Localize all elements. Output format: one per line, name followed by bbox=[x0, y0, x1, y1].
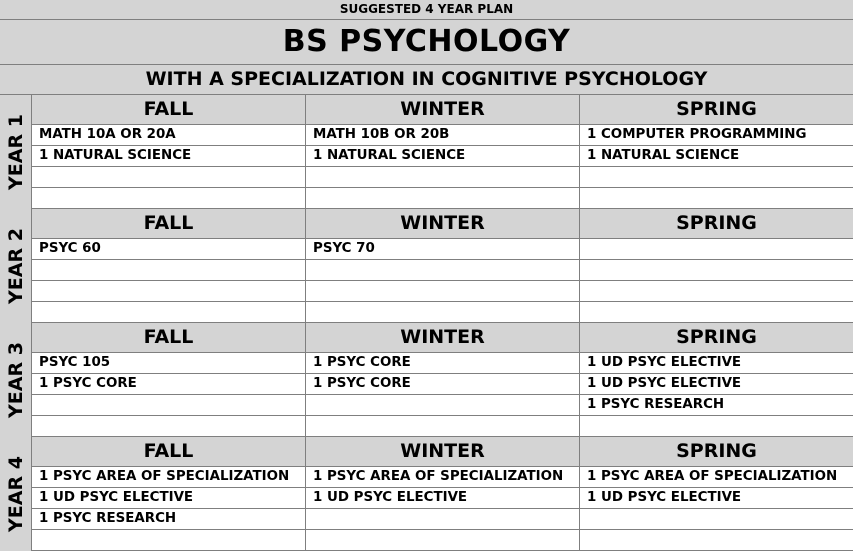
year-block bbox=[0, 209, 853, 323]
course-cell bbox=[306, 302, 579, 323]
degree-title: BS PSYCHOLOGY bbox=[0, 20, 853, 65]
specialization-title: WITH A SPECIALIZATION IN COGNITIVE PSYCHOLOGY bbox=[0, 65, 853, 95]
course-cell: 1 PSYC AREA OF SPECIALIZATION bbox=[306, 467, 579, 488]
course-cell bbox=[306, 260, 579, 281]
term-column bbox=[32, 323, 306, 437]
course-cell: 1 PSYC AREA OF SPECIALIZATION bbox=[580, 467, 853, 488]
term-header: WINTER bbox=[306, 95, 579, 125]
term-header: WINTER bbox=[306, 209, 579, 239]
course-cell bbox=[580, 167, 853, 188]
course-cell bbox=[580, 530, 853, 551]
course-cell: 1 PSYC RESEARCH bbox=[32, 509, 305, 530]
course-cell: 1 COMPUTER PROGRAMMING bbox=[580, 125, 853, 146]
term-column bbox=[580, 95, 853, 209]
year-label: YEAR 3 bbox=[5, 342, 27, 418]
course-cell bbox=[580, 281, 853, 302]
course-cell: 1 PSYC RESEARCH bbox=[580, 395, 853, 416]
term-header: FALL bbox=[32, 437, 305, 467]
course-cell bbox=[306, 188, 579, 209]
term-header: SPRING bbox=[580, 95, 853, 125]
year-label-cell bbox=[0, 323, 32, 437]
course-cell: 1 PSYC CORE bbox=[306, 374, 579, 395]
course-cell bbox=[306, 530, 579, 551]
course-cell: 1 UD PSYC ELECTIVE bbox=[580, 353, 853, 374]
course-cell: PSYC 60 bbox=[32, 239, 305, 260]
course-cell bbox=[580, 239, 853, 260]
course-cell bbox=[580, 260, 853, 281]
term-header: WINTER bbox=[306, 437, 579, 467]
course-cell bbox=[32, 395, 305, 416]
plan-grid bbox=[0, 95, 853, 550]
course-cell: MATH 10A OR 20A bbox=[32, 125, 305, 146]
course-cell bbox=[32, 281, 305, 302]
course-cell: 1 UD PSYC ELECTIVE bbox=[32, 488, 305, 509]
course-cell: 1 UD PSYC ELECTIVE bbox=[580, 488, 853, 509]
term-column bbox=[580, 209, 853, 323]
course-cell: PSYC 105 bbox=[32, 353, 305, 374]
course-cell bbox=[32, 416, 305, 437]
term-header: FALL bbox=[32, 323, 305, 353]
course-cell bbox=[32, 260, 305, 281]
year-label-cell bbox=[0, 437, 32, 551]
course-cell: 1 UD PSYC ELECTIVE bbox=[306, 488, 579, 509]
year-block bbox=[0, 437, 853, 551]
term-header: FALL bbox=[32, 95, 305, 125]
year-label-cell bbox=[0, 209, 32, 323]
course-cell bbox=[580, 188, 853, 209]
term-column bbox=[32, 437, 306, 551]
course-cell bbox=[580, 509, 853, 530]
course-cell bbox=[306, 416, 579, 437]
term-column bbox=[580, 323, 853, 437]
course-cell bbox=[32, 167, 305, 188]
course-cell bbox=[306, 395, 579, 416]
course-cell bbox=[580, 416, 853, 437]
course-cell bbox=[580, 302, 853, 323]
course-cell: 1 NATURAL SCIENCE bbox=[306, 146, 579, 167]
course-cell bbox=[32, 302, 305, 323]
course-cell: 1 NATURAL SCIENCE bbox=[32, 146, 305, 167]
term-column bbox=[306, 95, 580, 209]
term-column bbox=[306, 323, 580, 437]
course-cell: 1 PSYC CORE bbox=[32, 374, 305, 395]
course-cell bbox=[306, 509, 579, 530]
plan-caption: SUGGESTED 4 YEAR PLAN bbox=[0, 0, 853, 20]
year-label: YEAR 4 bbox=[5, 456, 27, 532]
course-cell: MATH 10B OR 20B bbox=[306, 125, 579, 146]
course-cell: 1 NATURAL SCIENCE bbox=[580, 146, 853, 167]
year-label: YEAR 1 bbox=[5, 114, 27, 190]
year-label: YEAR 2 bbox=[5, 228, 27, 304]
term-header: SPRING bbox=[580, 437, 853, 467]
term-column bbox=[306, 209, 580, 323]
year-block bbox=[0, 95, 853, 209]
term-column bbox=[32, 209, 306, 323]
year-label-cell bbox=[0, 95, 32, 209]
term-column bbox=[580, 437, 853, 551]
course-cell bbox=[32, 530, 305, 551]
term-header: SPRING bbox=[580, 209, 853, 239]
term-header: WINTER bbox=[306, 323, 579, 353]
year-block bbox=[0, 323, 853, 437]
course-cell bbox=[306, 167, 579, 188]
term-column bbox=[32, 95, 306, 209]
course-cell: 1 PSYC AREA OF SPECIALIZATION bbox=[32, 467, 305, 488]
term-header: SPRING bbox=[580, 323, 853, 353]
course-cell bbox=[306, 281, 579, 302]
course-cell: 1 UD PSYC ELECTIVE bbox=[580, 374, 853, 395]
term-header: FALL bbox=[32, 209, 305, 239]
course-cell: PSYC 70 bbox=[306, 239, 579, 260]
course-cell bbox=[32, 188, 305, 209]
term-column bbox=[306, 437, 580, 551]
course-cell: 1 PSYC CORE bbox=[306, 353, 579, 374]
